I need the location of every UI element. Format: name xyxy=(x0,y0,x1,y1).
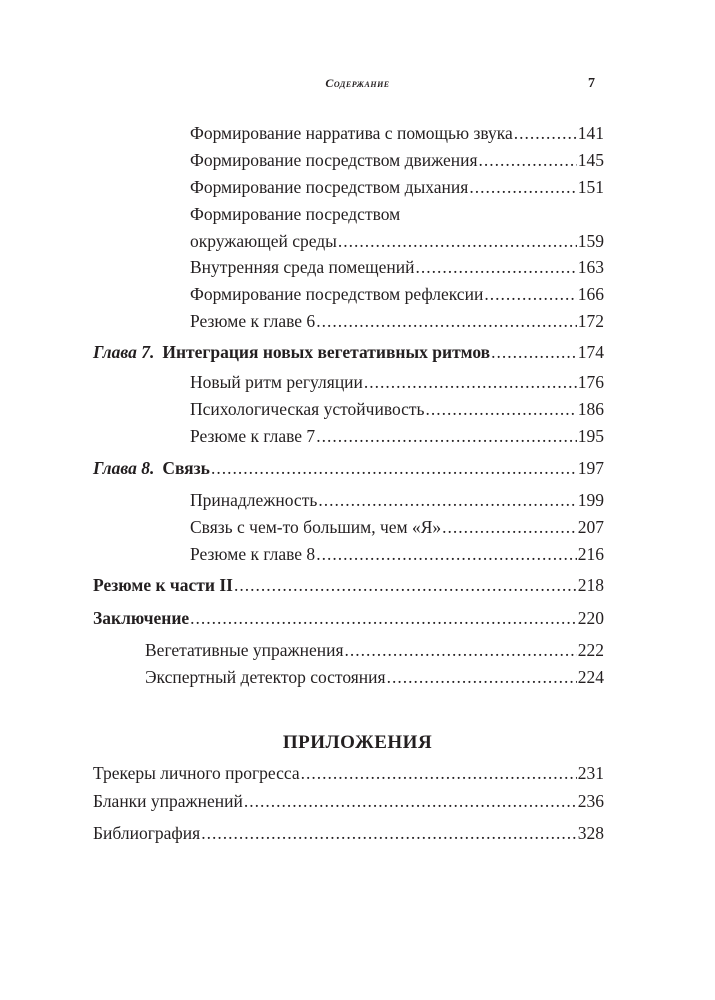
toc-entry-title: Связь xyxy=(162,458,210,478)
dot-leader xyxy=(345,639,577,661)
chapter-number: Глава 7. xyxy=(93,342,155,362)
toc-entry-title: Заключение xyxy=(93,608,190,628)
toc-entry-page: 220 xyxy=(577,608,604,628)
appendix-entry[interactable] xyxy=(93,762,604,784)
toc-entry-page: 218 xyxy=(577,575,604,595)
toc-part-summary-entry[interactable] xyxy=(93,574,604,596)
toc-entry-title: Резюме к главе 7 xyxy=(190,426,316,446)
dot-leader xyxy=(190,607,577,629)
dot-leader xyxy=(318,489,576,511)
toc-entry-title-line1: Формирование посредством xyxy=(190,204,401,224)
toc-conclusion-entry[interactable] xyxy=(93,607,604,629)
toc-entry[interactable] xyxy=(190,371,604,393)
toc-chapter-entry[interactable] xyxy=(93,341,604,363)
dot-leader xyxy=(415,256,576,278)
running-header-title: Содержание xyxy=(325,76,390,90)
toc-entry[interactable] xyxy=(190,230,604,252)
toc-entry-title: Формирование посредством движения xyxy=(190,150,478,170)
toc-entry-title: Трекеры личного прогресса xyxy=(93,763,300,783)
dot-leader xyxy=(442,516,577,538)
dot-leader xyxy=(514,122,577,144)
toc-entry-page: 195 xyxy=(577,426,604,446)
toc-entry-title: Резюме к главе 6 xyxy=(190,311,316,331)
toc-entry[interactable] xyxy=(190,256,604,278)
toc-entry-page: 224 xyxy=(577,667,604,687)
toc-entry-title: Формирование посредством дыхания xyxy=(190,177,469,197)
toc-entry[interactable] xyxy=(190,310,604,332)
toc-entry-title: Экспертный детектор состояния xyxy=(145,667,386,687)
toc-entry-page: 236 xyxy=(577,791,604,811)
dot-leader xyxy=(338,230,577,252)
toc-entry-page: 176 xyxy=(577,372,604,392)
dot-leader xyxy=(301,762,577,784)
toc-entry-title: Вегетативные упражнения xyxy=(145,640,344,660)
toc-entry-page: 199 xyxy=(577,490,604,510)
toc-entry-page: 166 xyxy=(577,284,604,304)
dot-leader xyxy=(316,543,577,565)
dot-leader xyxy=(244,790,577,812)
toc-entry-title: окружающей среды xyxy=(190,231,337,251)
dot-leader xyxy=(479,149,577,171)
toc-entry[interactable] xyxy=(190,489,604,511)
toc-entry-title: Формирование посредством рефлексии xyxy=(190,284,484,304)
toc-entry-title: Резюме к части II xyxy=(93,575,233,595)
toc-entry-page: 231 xyxy=(577,763,604,783)
appendices-heading: ПРИЛОЖЕНИЯ xyxy=(282,732,433,753)
toc-entry[interactable] xyxy=(190,283,604,305)
toc-entry-title: Внутренняя среда помещений xyxy=(190,257,415,277)
toc-entry-page: 207 xyxy=(577,517,604,537)
toc-entry-title: Новый ритм регуляции xyxy=(190,372,363,392)
appendix-entry[interactable] xyxy=(93,790,604,812)
toc-entry-page: 141 xyxy=(577,123,604,143)
toc-entry-title: Принадлежность xyxy=(190,490,318,510)
toc-entry-title: Бланки упражнений xyxy=(93,791,243,811)
dot-leader xyxy=(201,822,577,844)
toc-entry-page: 172 xyxy=(577,311,604,331)
toc-entry-page: 145 xyxy=(577,150,604,170)
dot-leader xyxy=(316,310,577,332)
dot-leader xyxy=(364,371,577,393)
toc-entry-page: 174 xyxy=(577,342,604,362)
dot-leader xyxy=(234,574,577,596)
toc-entry-page: 328 xyxy=(577,823,604,843)
toc-entry-title: Интеграция новых вегетативных ритмов xyxy=(162,342,491,362)
toc-entry-page: 186 xyxy=(577,399,604,419)
toc-entry[interactable] xyxy=(190,543,604,565)
toc-entry-title: Связь с чем-то большим, чем «Я» xyxy=(190,517,442,537)
toc-entry[interactable] xyxy=(190,149,604,171)
toc-entry-page: 197 xyxy=(577,458,604,478)
page-number: 7 xyxy=(588,76,595,91)
toc-entry-page: 222 xyxy=(577,640,604,660)
dot-leader xyxy=(387,666,577,688)
dot-leader xyxy=(316,425,577,447)
toc-chapter-entry[interactable] xyxy=(93,457,604,479)
toc-entry-title: Психологическая устойчивость xyxy=(190,399,425,419)
dot-leader xyxy=(426,398,577,420)
toc-entry-page: 216 xyxy=(577,544,604,564)
toc-entry-page: 151 xyxy=(577,177,604,197)
toc-entry[interactable] xyxy=(190,122,604,144)
toc-entry-title: Резюме к главе 8 xyxy=(190,544,316,564)
dot-leader xyxy=(211,457,577,479)
toc-entry[interactable] xyxy=(145,639,604,661)
dot-leader xyxy=(484,283,576,305)
appendix-entry[interactable] xyxy=(93,822,604,844)
toc-entry-title: Библиография xyxy=(93,823,201,843)
toc-entry-page: 163 xyxy=(577,257,604,277)
toc-entry[interactable] xyxy=(190,516,604,538)
toc-entry-page: 159 xyxy=(577,231,604,251)
dot-leader xyxy=(469,176,576,198)
toc-entry[interactable] xyxy=(190,398,604,420)
dot-leader xyxy=(491,341,577,363)
toc-entry[interactable] xyxy=(145,666,604,688)
chapter-number: Глава 8. xyxy=(93,458,155,478)
toc-entry[interactable] xyxy=(190,425,604,447)
toc-entry-title: Формирование нарратива с помощью звука xyxy=(190,123,513,143)
toc-entry[interactable] xyxy=(190,176,604,198)
